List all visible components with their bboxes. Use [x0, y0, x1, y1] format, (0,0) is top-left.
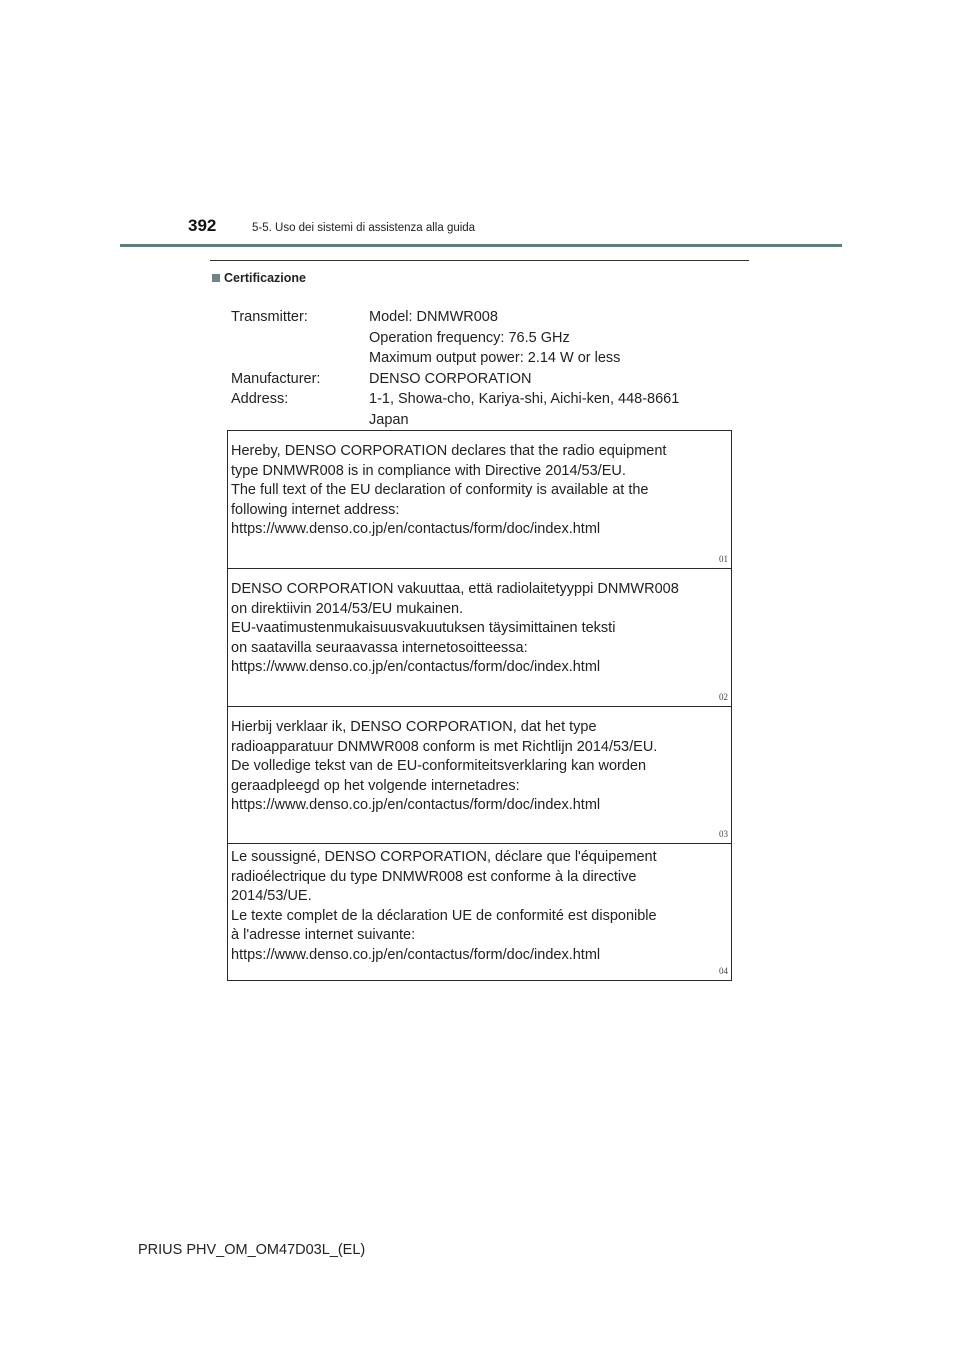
document-footer: PRIUS PHV_OM_OM47D03L_(EL)	[138, 1242, 366, 1258]
address-line2: Japan	[369, 411, 409, 428]
address-row	[231, 389, 731, 410]
declaration-line: Le texte complet de la déclaration UE de conformité est disponible	[231, 907, 657, 924]
heading-text: Certificazione	[224, 271, 306, 285]
section-title: 5-5. Uso dei sistemi di assistenza alla guida	[252, 222, 476, 234]
address-label: Address:	[231, 391, 289, 407]
declaration-line: à l'adresse internet suivante:	[231, 927, 416, 943]
declaration-url: https://www.denso.co.jp/en/contactus/form/doc/index.html	[231, 659, 601, 675]
declaration-url: https://www.denso.co.jp/en/contactus/form/doc/index.html	[231, 797, 601, 813]
address-row-2	[231, 410, 731, 431]
box-number: 02	[719, 692, 728, 702]
page-number: 392	[188, 216, 217, 235]
model-value: Model: DNMWR008	[369, 309, 498, 325]
output-power-value: Maximum output power: 2.14 W or less	[369, 350, 621, 366]
transmitter-label: Transmitter:	[231, 309, 308, 325]
frequency-row	[231, 328, 731, 349]
frequency-value: Operation frequency: 76.5 GHz	[369, 329, 570, 346]
declaration-line: following internet address:	[231, 501, 400, 518]
certification-heading	[212, 271, 306, 285]
square-bullet-icon	[212, 274, 220, 282]
declaration-line: Hereby, DENSO CORPORATION declares that the radio equipment	[231, 443, 667, 459]
output-power-row	[231, 348, 731, 369]
header-rule	[120, 244, 842, 247]
declaration-box-02	[227, 568, 732, 706]
declaration-line: radioapparatuur DNMWR008 conform is met Richtlijn 2014/53/EU.	[231, 738, 658, 755]
section-rule	[210, 260, 749, 261]
declaration-line: 2014/53/UE.	[231, 888, 312, 904]
declaration-box-01	[227, 430, 732, 568]
declaration-line: De volledige tekst van de EU-conformiteitsverklaring kan worden	[231, 758, 647, 774]
box-number: 01	[719, 554, 728, 564]
declaration-line: Le soussigné, DENSO CORPORATION, déclare que l'équipement	[231, 849, 657, 865]
declaration-line: The full text of the EU declaration of conformity is available at the	[231, 482, 649, 498]
declaration-line: on saatavilla seuraavassa internetosoitteessa:	[231, 639, 528, 656]
declaration-line: EU-vaatimustenmukaisuusvakuutuksen täysimittainen teksti	[231, 620, 616, 636]
declaration-line: Hierbij verklaar ik, DENSO CORPORATION, dat het type	[231, 719, 597, 735]
box-number: 03	[719, 829, 728, 839]
manufacturer-value: DENSO CORPORATION	[369, 370, 532, 387]
declaration-box-03	[227, 706, 732, 843]
declaration-line: geraadpleegd op het volgende internetadres:	[231, 777, 520, 794]
box-number: 04	[719, 966, 728, 976]
declaration-url: https://www.denso.co.jp/en/contactus/form/doc/index.html	[231, 521, 601, 537]
declaration-line: on direktiivin 2014/53/EU mukainen.	[231, 600, 464, 617]
declaration-url: https://www.denso.co.jp/en/contactus/form/doc/index.html	[231, 946, 601, 963]
transmitter-row	[231, 307, 731, 328]
declaration-box-04	[227, 843, 732, 981]
declaration-line: radioélectrique du type DNMWR008 est conforme à la directive	[231, 868, 637, 885]
declaration-line: DENSO CORPORATION vakuuttaa, että radiolaitetyyppi DNMWR008	[231, 581, 679, 597]
address-line1: 1-1, Showa-cho, Kariya-shi, Aichi-ken, 448-8661	[369, 391, 680, 407]
declaration-line: type DNMWR008 is in compliance with Directive 2014/53/EU.	[231, 462, 626, 479]
transmitter-spec	[231, 307, 731, 430]
manufacturer-label: Manufacturer:	[231, 370, 321, 387]
manufacturer-row	[231, 369, 731, 390]
